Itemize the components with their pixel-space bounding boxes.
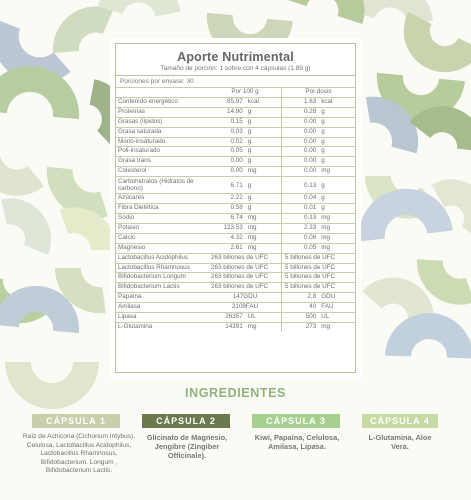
- enzyme-row: [116, 322, 355, 331]
- unit-per-dose: GDU: [318, 293, 355, 303]
- value-per-100g: 123.53: [208, 223, 245, 233]
- nutrient-name: Azúcares: [116, 194, 208, 204]
- unit-per-dose: mg: [318, 243, 355, 253]
- nutrient-row: [116, 117, 355, 127]
- value-per-dose: 40: [282, 303, 319, 313]
- unit-per-100g: mg: [245, 322, 282, 331]
- value-per-dose: 5 billones de UFC: [282, 263, 356, 273]
- nutrient-name: Mono-insaturado: [116, 137, 208, 147]
- unit-per-dose: FAU: [318, 303, 355, 313]
- nutrient-name: Sodio: [116, 213, 208, 223]
- unit-per-dose: mg: [318, 167, 355, 177]
- unit-per-100g: kcal: [245, 97, 282, 107]
- value-per-100g: 0.00: [208, 157, 245, 167]
- nutrient-row: [116, 167, 355, 177]
- nutrient-name: Magnesio: [116, 243, 208, 253]
- probiotic-row: [116, 273, 355, 283]
- unit-per-100g: UL: [245, 313, 282, 323]
- unit-per-100g: g: [245, 117, 282, 127]
- nutrient-name: Calcio: [116, 233, 208, 243]
- unit-per-dose: UL: [318, 313, 355, 323]
- nutrient-row: [116, 177, 355, 194]
- unit-per-100g: g: [245, 107, 282, 117]
- value-per-100g: 14391: [208, 322, 245, 331]
- value-per-100g: 0.15: [208, 117, 245, 127]
- nutrient-row: [116, 107, 355, 117]
- value-per-100g: 263 billones de UFC: [208, 273, 282, 283]
- nutrient-name: Grasa trans: [116, 157, 208, 167]
- ingredients-title: INGREDIENTES: [185, 386, 286, 400]
- probiotic-name: Bifidobacterium Longum: [116, 273, 208, 283]
- unit-per-dose: g: [318, 204, 355, 214]
- value-per-dose: 0.00: [282, 147, 319, 157]
- value-per-dose: 2.33: [282, 223, 319, 233]
- value-per-100g: 147GDU: [208, 293, 282, 303]
- header-per-dose: Por dosis: [282, 88, 356, 98]
- label-title: Aporte Nutrimental: [177, 50, 294, 64]
- value-per-100g: 0.03: [208, 127, 245, 137]
- probiotic-row: [116, 263, 355, 273]
- capsule-4-ingredients: L-Glutamina, Aloe Vera.: [368, 433, 432, 451]
- unit-per-100g: mg: [245, 243, 282, 253]
- probiotic-name: Lactobacillus Acidophilus: [116, 253, 208, 263]
- value-per-100g: 263 billones de UFC: [208, 283, 282, 293]
- unit-per-dose: mg: [318, 233, 355, 243]
- value-per-dose: 0.13: [282, 213, 319, 223]
- nutrient-row: [116, 223, 355, 233]
- probiotic-row: [116, 283, 355, 293]
- value-per-dose: 0.00: [282, 117, 319, 127]
- value-per-dose: 5 billones de UFC: [282, 253, 356, 263]
- value-per-dose: 0.13: [282, 177, 319, 194]
- nutrient-name: Grasa saturada: [116, 127, 208, 137]
- value-per-100g: 0.02: [208, 137, 245, 147]
- nutrition-label-card: [110, 38, 361, 379]
- nutrient-name: Carbohidratos (Hidratos de carbono): [116, 177, 208, 194]
- servings-per-container: Porciones por envase: 30: [120, 78, 194, 85]
- value-per-100g: 263 billones de UFC: [208, 263, 282, 273]
- value-per-100g: 85.97: [208, 97, 245, 107]
- value-per-100g: 0.58: [208, 204, 245, 214]
- nutrient-row: [116, 137, 355, 147]
- enzyme-row: [116, 303, 355, 313]
- unit-per-dose: g: [318, 194, 355, 204]
- nutrient-row: [116, 213, 355, 223]
- unit-per-dose: mg: [318, 213, 355, 223]
- nutrient-row: [116, 204, 355, 214]
- unit-per-dose: mg: [318, 322, 355, 331]
- value-per-dose: 0.00: [282, 127, 319, 137]
- nutrient-name: Grasas (lípidos): [116, 117, 208, 127]
- nutrient-name: Colesterol: [116, 167, 208, 177]
- unit-per-100g: mg: [245, 233, 282, 243]
- enzyme-name: Amilasa: [116, 303, 208, 313]
- value-per-dose: 5 billones de UFC: [282, 273, 356, 283]
- probiotic-row: [116, 253, 355, 263]
- nutrient-name: Potasio: [116, 223, 208, 233]
- value-per-dose: 0.01: [282, 204, 319, 214]
- capsule-1-ingredients: Raíz de Achicoria (Cichorium Intybus), Celulosa, Lactobacillus Acidophilus, Lactobacillus Rhamnosus, Bifidobacterium. Longum , Bifidobacterium Lactis.: [22, 433, 136, 475]
- capsule-2-ingredients: Glicinato de Magnesio, Jengibre (Zingiber Officinale).: [146, 433, 228, 460]
- value-per-100g: 2.22: [208, 194, 245, 204]
- unit-per-100g: mg: [245, 213, 282, 223]
- unit-per-dose: kcal: [318, 97, 355, 107]
- enzyme-name: Papaína: [116, 293, 208, 303]
- probiotic-name: Lactobacillus Rhamnosus: [116, 263, 208, 273]
- unit-per-dose: g: [318, 107, 355, 117]
- unit-per-dose: g: [318, 137, 355, 147]
- unit-per-100g: g: [245, 177, 282, 194]
- enzyme-row: [116, 293, 355, 303]
- unit-per-100g: g: [245, 127, 282, 137]
- unit-per-100g: g: [245, 204, 282, 214]
- unit-per-dose: g: [318, 177, 355, 194]
- enzyme-row: [116, 313, 355, 323]
- unit-per-100g: g: [245, 194, 282, 204]
- value-per-100g: 2108FAU: [208, 303, 282, 313]
- nutrient-row: [116, 97, 355, 107]
- nutrient-row: [116, 127, 355, 137]
- unit-per-100g: mg: [245, 167, 282, 177]
- value-per-dose: 2.8: [282, 293, 319, 303]
- capsule-2-label: CÁPSULA 2: [142, 414, 230, 428]
- value-per-100g: 0.05: [208, 147, 245, 157]
- nutrient-name: Fibra Dietética: [116, 204, 208, 214]
- value-per-dose: 1.63: [282, 97, 319, 107]
- serving-size: Tamaño de porción: 1 sobre con 4 cápsulas (1.89 g): [160, 65, 311, 72]
- value-per-dose: 500: [282, 313, 319, 323]
- value-per-dose: 0.00: [282, 167, 319, 177]
- capsule-3-ingredients: Kiwi, Papaína, Celulosa, Amilasa, Lipasa.: [254, 433, 340, 451]
- nutrient-name: Contenido energético: [116, 97, 208, 107]
- header-per-100g: Por 100 g: [208, 88, 282, 98]
- nutrient-name: Proteínas: [116, 107, 208, 117]
- value-per-dose: 0.04: [282, 194, 319, 204]
- value-per-100g: 263 billones de UFC: [208, 253, 282, 263]
- capsule-4-label: CÁPSULA 4: [362, 414, 438, 428]
- nutrition-table: [116, 87, 355, 332]
- unit-per-dose: g: [318, 117, 355, 127]
- unit-per-100g: mg: [245, 223, 282, 233]
- probiotic-name: Bifidobacterium Lactis: [116, 283, 208, 293]
- unit-per-100g: g: [245, 157, 282, 167]
- capsule-1-label: CÁPSULA 1: [32, 414, 120, 428]
- nutrient-row: [116, 147, 355, 157]
- value-per-dose: 0.08: [282, 233, 319, 243]
- value-per-100g: 6.74: [208, 213, 245, 223]
- value-per-100g: 26357: [208, 313, 245, 323]
- unit-per-dose: g: [318, 147, 355, 157]
- table-header-row: [116, 88, 355, 98]
- value-per-dose: 5 billones de UFC: [282, 283, 356, 293]
- nutrient-row: [116, 194, 355, 204]
- value-per-dose: 273: [282, 322, 319, 331]
- unit-per-100g: g: [245, 137, 282, 147]
- capsule-3-label: CÁPSULA 3: [252, 414, 340, 428]
- unit-per-dose: g: [318, 157, 355, 167]
- value-per-dose: 0.00: [282, 157, 319, 167]
- enzyme-name: L-Glutamina: [116, 322, 208, 331]
- nutrient-name: Poli-insaturado: [116, 147, 208, 157]
- nutrient-row: [116, 243, 355, 253]
- value-per-100g: 2.61: [208, 243, 245, 253]
- nutrition-facts-label: [115, 43, 356, 373]
- value-per-dose: 0.00: [282, 137, 319, 147]
- unit-per-dose: mg: [318, 223, 355, 233]
- unit-per-100g: g: [245, 147, 282, 157]
- value-per-dose: 0.05: [282, 243, 319, 253]
- unit-per-dose: g: [318, 127, 355, 137]
- value-per-100g: 0.00: [208, 167, 245, 177]
- value-per-dose: 0.28: [282, 107, 319, 117]
- enzyme-name: Lipasa: [116, 313, 208, 323]
- value-per-100g: 14.90: [208, 107, 245, 117]
- value-per-100g: 4.32: [208, 233, 245, 243]
- value-per-100g: 6.71: [208, 177, 245, 194]
- nutrient-row: [116, 157, 355, 167]
- nutrient-row: [116, 233, 355, 243]
